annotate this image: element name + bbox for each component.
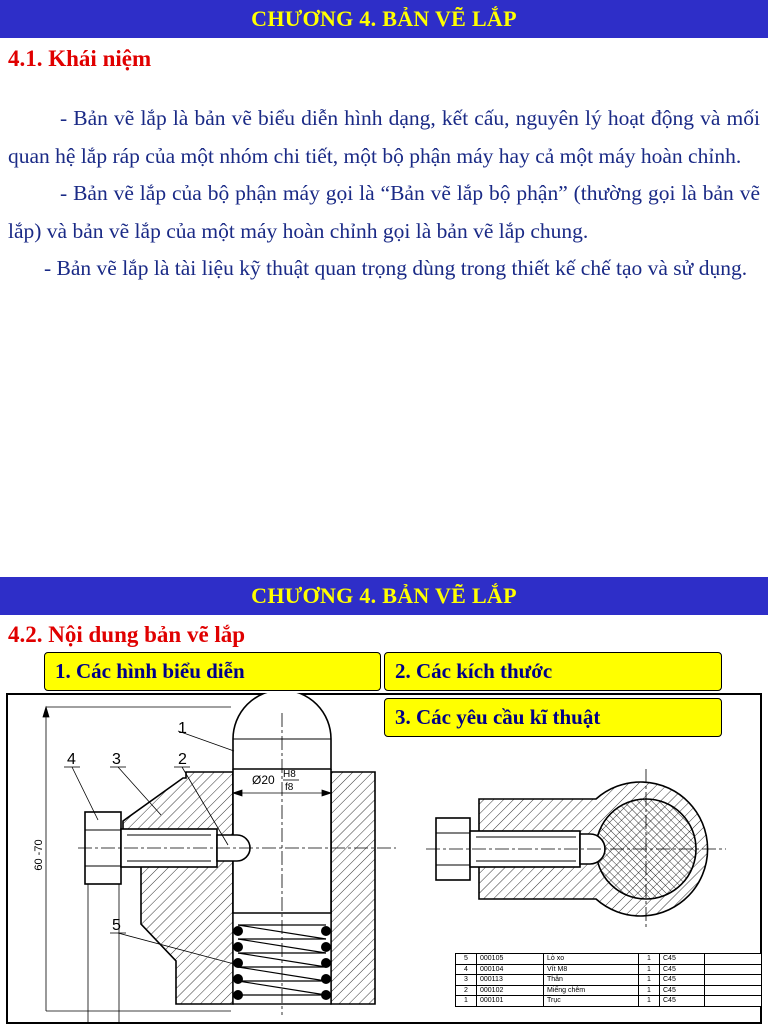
table-row: 2 000102 Miếng chêm 1 C45 [456,985,762,996]
section-4-2-title: 4.2. Nội dung bản vẽ lắp [8,622,246,647]
part-label-5: 5 [112,917,121,934]
table-row: 5 000105 Lò xo 1 C45 [456,954,762,965]
section-4-1-title: 4.1. Khái niệm [8,46,152,71]
parts-list-table [455,953,762,1007]
table-row: 4 000104 Vít M8 1 C45 [456,964,762,975]
concept-paragraph-2: - Bản vẽ lắp của bộ phận máy gọi là “Bản vẽ lắp bộ phận” (thường gọi là bản vẽ lắp) và bản vẽ lắp của một máy hoàn chỉnh gọi là bản vẽ lắp chung. [8,181,760,243]
slide2-header-title: CHƯƠNG 4. BẢN VẼ LẮP [251,583,517,608]
part-label-4: 4 [67,751,76,768]
fit-lower: f8 [285,782,294,793]
part-label-1: 1 [178,720,187,737]
part-label-2: 2 [178,751,187,768]
concept-paragraph-1: - Bản vẽ lắp là bản vẽ biểu diễn hình dạng, kết cấu, nguyên lý hoạt động và mối quan hệ lắp ráp của một nhóm chi tiết, một bộ phận máy hay cả một máy hoàn chỉnh. [8,106,760,168]
concept-body [8,100,760,288]
box-dimensions: 2. Các kích thước [384,652,722,691]
fit-upper: H8 [283,769,296,780]
slide1-header-bar [0,0,768,38]
box-technical-requirements: 3. Các yêu cầu kĩ thuật [384,698,722,737]
slide2-header-bar [0,577,768,615]
part-label-3: 3 [112,751,121,768]
dimension-diameter: Ø20 [252,773,275,787]
table-row: 3 000113 Thân 1 C45 [456,975,762,986]
slide1-header-title: CHƯƠNG 4. BẢN VẼ LẮP [251,6,517,31]
dimension-height: 60 -70 [33,839,45,871]
box-representations: 1. Các hình biểu diễn [44,652,381,691]
concept-paragraph-3: - Bản vẽ lắp là tài liệu kỹ thuật quan trọng dùng trong thiết kế chế tạo và sử dụng. [44,256,748,280]
table-row: 1 000101 Trục 1 C45 [456,996,762,1007]
